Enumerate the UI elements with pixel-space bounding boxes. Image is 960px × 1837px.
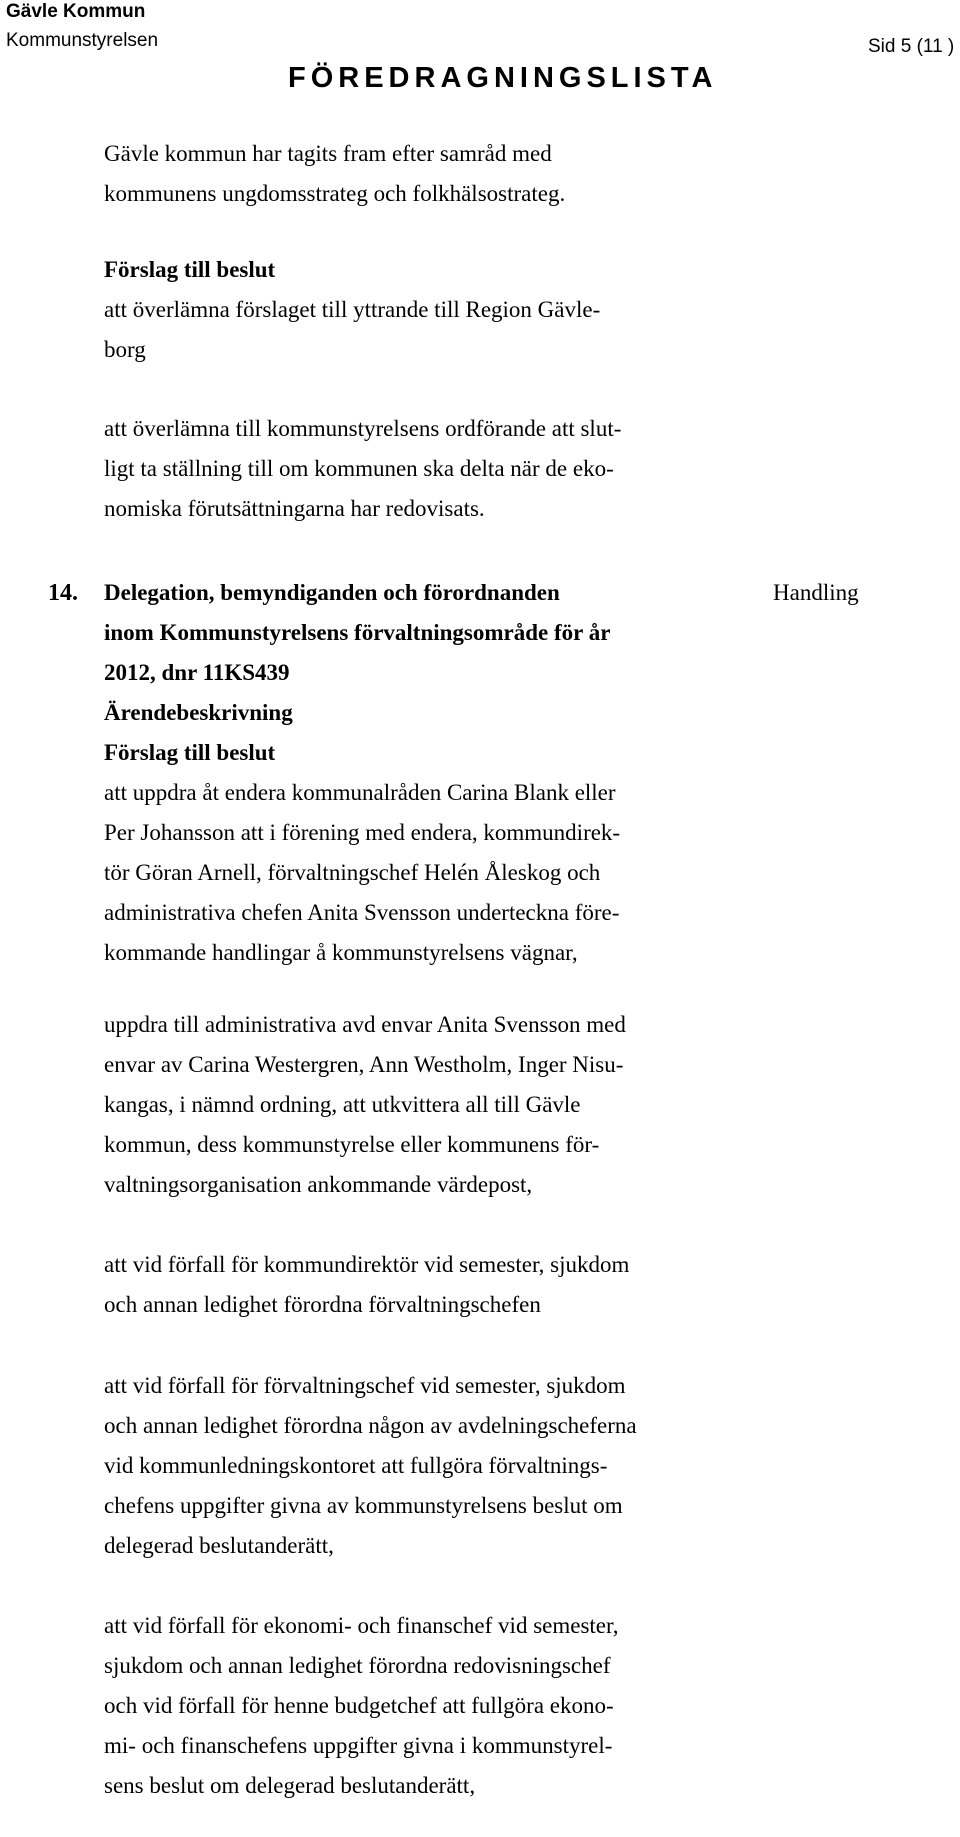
page-number: Sid 5 (11 ) xyxy=(868,36,955,57)
text-line: och annan ledighet förordna förvaltningschefen xyxy=(104,1292,541,1317)
proposal-heading: Förslag till beslut xyxy=(104,257,276,282)
proposal-section xyxy=(104,250,600,370)
item-14-heading xyxy=(104,573,620,973)
item-number: 14. xyxy=(48,580,78,606)
item-14-paragraph xyxy=(104,1606,619,1806)
text-line: och annan ledighet förordna någon av avdelningscheferna xyxy=(104,1413,637,1438)
handling-label: Handling xyxy=(773,580,859,605)
text-line: valtningsorganisation ankommande värdepost, xyxy=(104,1172,533,1197)
item-title-line: inom Kommunstyrelsens förvaltningsområde för år xyxy=(104,620,611,645)
item-14-paragraph xyxy=(104,1005,626,1205)
text-line: vid kommunledningskontoret att fullgöra förvaltnings- xyxy=(104,1453,608,1478)
document-title: FÖREDRAGNINGSLISTA xyxy=(288,62,718,94)
item-14-paragraph xyxy=(104,1366,637,1566)
proposal-paragraph xyxy=(104,409,621,529)
proposal-heading: Förslag till beslut xyxy=(104,740,276,765)
text-line: tör Göran Arnell, förvaltningschef Helén Åleskog och xyxy=(104,860,601,885)
text-line: och vid förfall för henne budgetchef att fullgöra ekono- xyxy=(104,1693,614,1718)
text-line: administrativa chefen Anita Svensson underteckna före- xyxy=(104,900,620,925)
text-line: att överlämna till kommunstyrelsens ordförande att slut- xyxy=(104,416,622,441)
item-title-line: Delegation, bemyndiganden och förordnanden xyxy=(104,580,560,605)
text-line: sjukdom och annan ledighet förordna redovisningschef xyxy=(104,1653,611,1678)
text-line: Per Johansson att i förening med endera, kommundirek- xyxy=(104,820,621,845)
text-line: ligt ta ställning till om kommunen ska delta när de eko- xyxy=(104,456,614,481)
text-line: att vid förfall för förvaltningschef vid semester, sjukdom xyxy=(104,1373,626,1398)
item-14-paragraph xyxy=(104,1245,629,1325)
text-line: delegerad beslutanderätt, xyxy=(104,1533,334,1558)
text-line: kommun, dess kommunstyrelse eller kommunens för- xyxy=(104,1132,600,1157)
item-title-line: 2012, dnr 11KS439 xyxy=(104,660,290,685)
text-line: sens beslut om delegerad beslutanderätt, xyxy=(104,1773,476,1798)
text-line: att uppdra åt endera kommunalråden Carina Blank eller xyxy=(104,780,616,805)
text-line: att överlämna förslaget till yttrande till Region Gävle- xyxy=(104,297,601,322)
text-line: kommunens ungdomsstrateg och folkhälsostrateg. xyxy=(104,181,566,206)
department-name: Kommunstyrelsen xyxy=(6,29,159,51)
text-line: uppdra till administrativa avd envar Anita Svensson med xyxy=(104,1012,626,1037)
text-line: Gävle kommun har tagits fram efter samråd med xyxy=(104,141,552,166)
text-line: kommande handlingar å kommunstyrelsens vägnar, xyxy=(104,940,578,965)
text-line: mi- och finanschefens uppgifter givna i kommunstyrel- xyxy=(104,1733,613,1758)
text-line: kangas, i nämnd ordning, att utkvittera all till Gävle xyxy=(104,1092,581,1117)
text-line: chefens uppgifter givna av kommunstyrelsens beslut om xyxy=(104,1493,623,1518)
organization-name: Gävle Kommun xyxy=(6,1,146,22)
description-heading: Ärendebeskrivning xyxy=(104,700,293,725)
text-line: att vid förfall för kommundirektör vid semester, sjukdom xyxy=(104,1252,630,1277)
document-header xyxy=(6,0,158,53)
text-line: att vid förfall för ekonomi- och finanschef vid semester, xyxy=(104,1613,619,1638)
text-line: borg xyxy=(104,337,146,362)
intro-paragraph xyxy=(104,134,565,214)
text-line: nomiska förutsättningarna har redovisats. xyxy=(104,496,485,521)
text-line: envar av Carina Westergren, Ann Westholm, Inger Nisu- xyxy=(104,1052,624,1077)
